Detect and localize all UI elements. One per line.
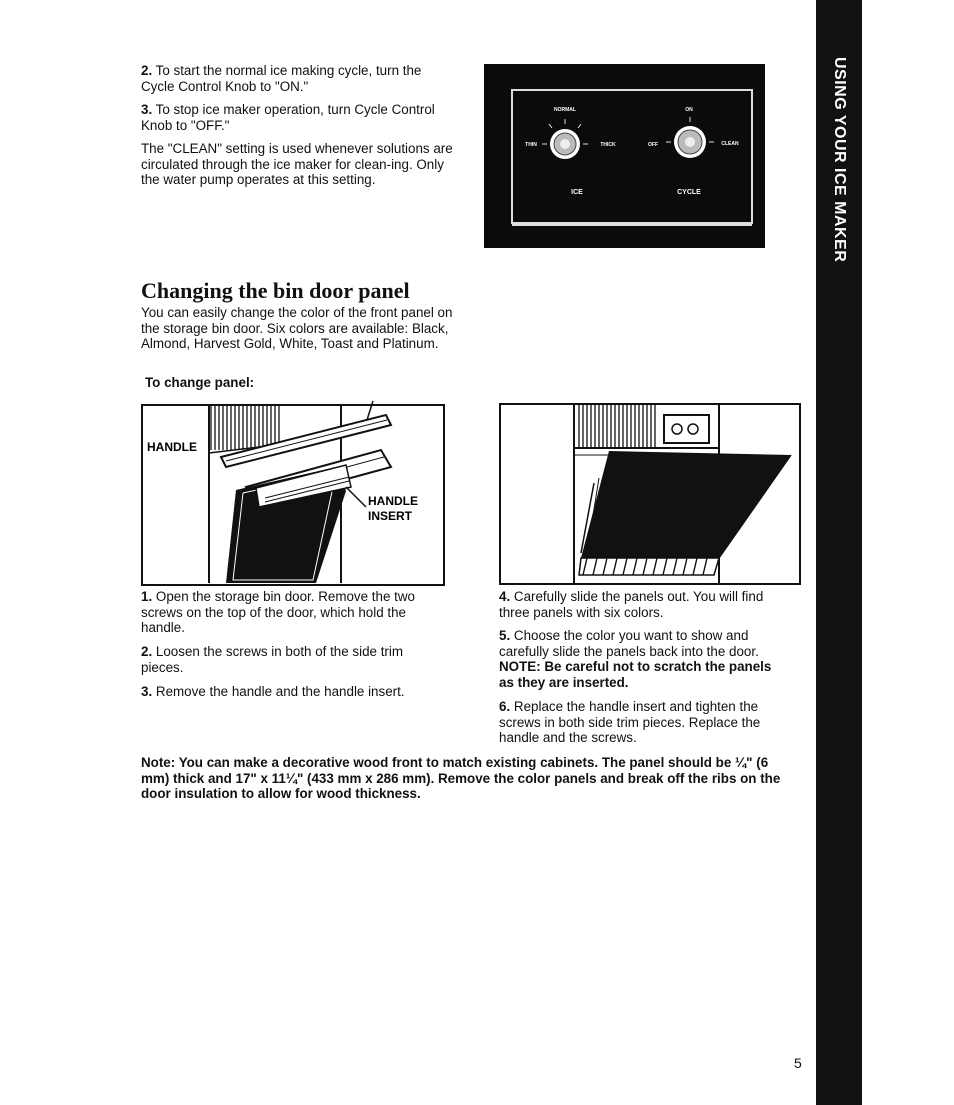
section-intro: You can easily change the color of the front panel on the storage bin door. Six colors are available: Black, Almond, Harvest Gold, White, Toast and Platinum. [141,305,453,352]
handle-label: HANDLE [147,440,197,454]
clean-setting-text: The "CLEAN" setting is used whenever solutions are circulated through the ice maker for clean-ing. Only the water pump operates at this setting. [141,141,453,188]
page-number: 5 [794,1055,802,1071]
step-6: 6. Replace the handle insert and tighten the screws in both side trim pieces. Replace the handle and the screws. [499,699,761,746]
cycle-knob-left-label: OFF [648,142,658,148]
step-3: 3. Remove the handle and the handle insert. [141,684,405,699]
step-2: 2. Loosen the screws in both of the side trim pieces. [141,644,404,675]
cycle-knob-right-label: CLEAN [721,141,739,147]
section-title: Changing the bin door panel [141,278,410,303]
sidebar-title: USING YOUR ICE MAKER [831,57,848,263]
step-5-note: NOTE: Be careful not to scratch the panels as they are inserted. [499,659,772,690]
ice-knob-name: ICE [571,189,583,196]
panel-slide-figure [499,403,801,585]
handle-insert-label-line1: HANDLE [368,494,418,508]
handle-removal-figure [141,395,446,586]
wood-panel-note: Note: You can make a decorative wood front to match existing cabinets. The panel should be ¼" (6 mm) thick and 17" x 11¼" (433 mm x 286 mm). Remove the color panels and break off the ribs on the door insulation to allow for wood thickness. [141,755,781,802]
handle-insert-label-line2: INSERT [368,509,413,523]
intro-step-3: 3. To stop ice maker operation, turn Cycle Control Knob to "OFF." [141,102,435,133]
control-panel-figure [484,64,765,248]
intro-step-2: 2. To start the normal ice making cycle, turn the Cycle Control Knob to "ON." [141,63,422,94]
cycle-knob-top-label: ON [685,107,693,113]
step-1: 1. Open the storage bin door. Remove the two screws on the top of the door, which hold the handle. [141,589,415,636]
step-4: 4. Carefully slide the panels out. You will find three panels with six colors. [499,589,764,620]
cycle-knob-name: CYCLE [677,189,701,196]
ice-knob-right-label: THICK [600,142,616,148]
subheading: To change panel: [145,375,255,390]
ice-knob-left-label: THIN [525,142,537,148]
step-5: 5. Choose the color you want to show and carefully slide the panels back into the door. NOTE: Be careful not to scratch the panels as they are inserted. [499,628,772,690]
ice-knob-top-label: NORMAL [554,107,576,113]
